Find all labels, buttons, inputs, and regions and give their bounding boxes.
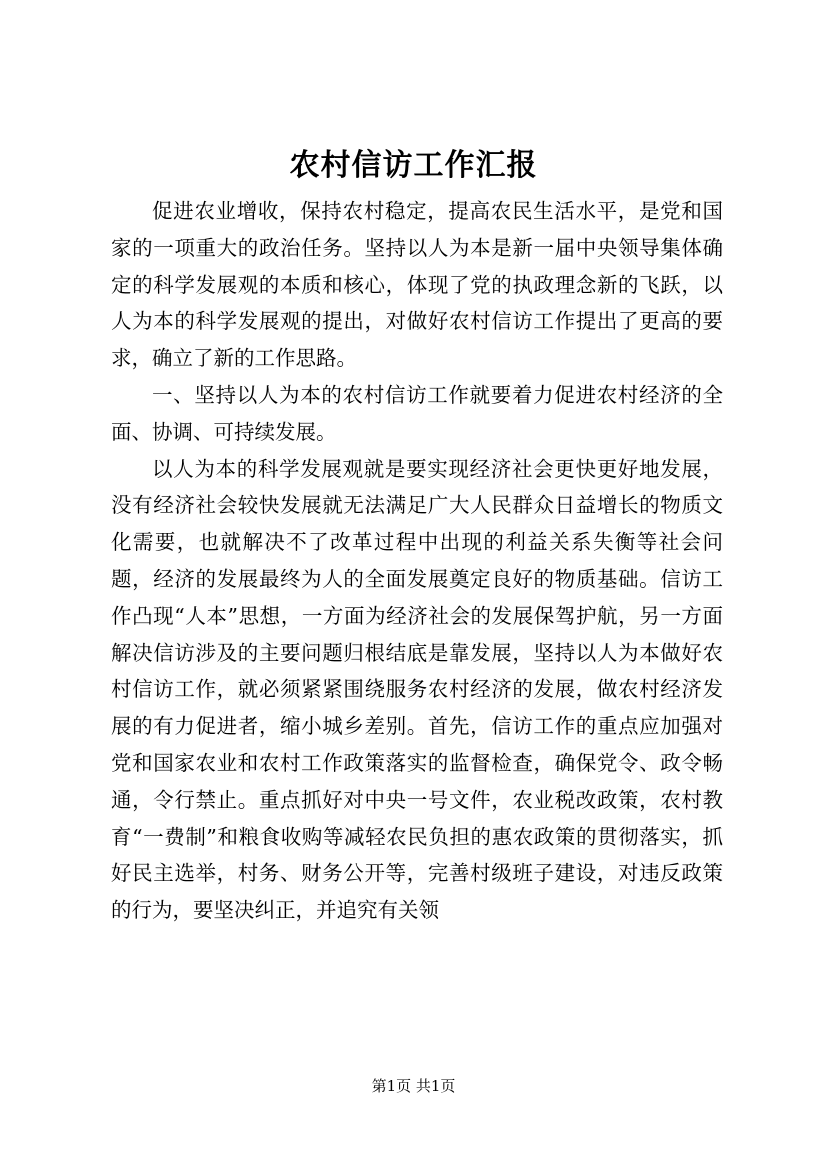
document-body [111, 193, 723, 929]
page-footer: 第1页 共1页 [371, 1077, 456, 1095]
paragraph-section-heading: 一、坚持以人为本的农村信访工作就要着力促进农村经济的全面、协调、可持续发展。 [111, 382, 723, 444]
document-title: 农村信访工作汇报 [289, 148, 538, 183]
paragraph-development: 以人为本的科学发展观就是要实现经济社会更快更好地发展，没有经济社会较快发展就无法满足广大人民群众日益增长的物质文化需要，也就解决不了改革过程中出现的利益关系失衡等社会问题，经济的发展最终为人的全面发展奠定良好的物质基础。信访工作凸现“人本”思想，一方面为经济社会的发展保驾护航，另一方面解决信访涉及的主要问题归根结底是靠发展，坚持以人为本做好农村信访工作，就必须紧紧围绕服务农村经济的发展，做农村经济发展的有力促进者，缩小城乡差别。首先，信访工作的重点应加强对党和国家农业和农村工作政策落实的监督检查，确保党令、政令畅通，令行禁止。重点抓好对中央一号文件，农业税改政策，农村教育“一费制”和粮食收购等减轻农民负担的惠农政策的贯彻落实，抓好民主选举，村务、财务公开等，完善村级班子建设，对违反政策的行为，要坚决纠正，并追究有关领 [111, 456, 723, 923]
paragraph-intro: 促进农业增收，保持农村稳定，提高农民生活水平，是党和国家的一项重大的政治任务。坚持以人为本是新一届中央领导集体确定的科学发展观的本质和核心，体现了党的执政理念新的飞跃，以人为本的科学发展观的提出，对做好农村信访工作提出了更高的要求，确立了新的工作思路。 [111, 199, 723, 371]
